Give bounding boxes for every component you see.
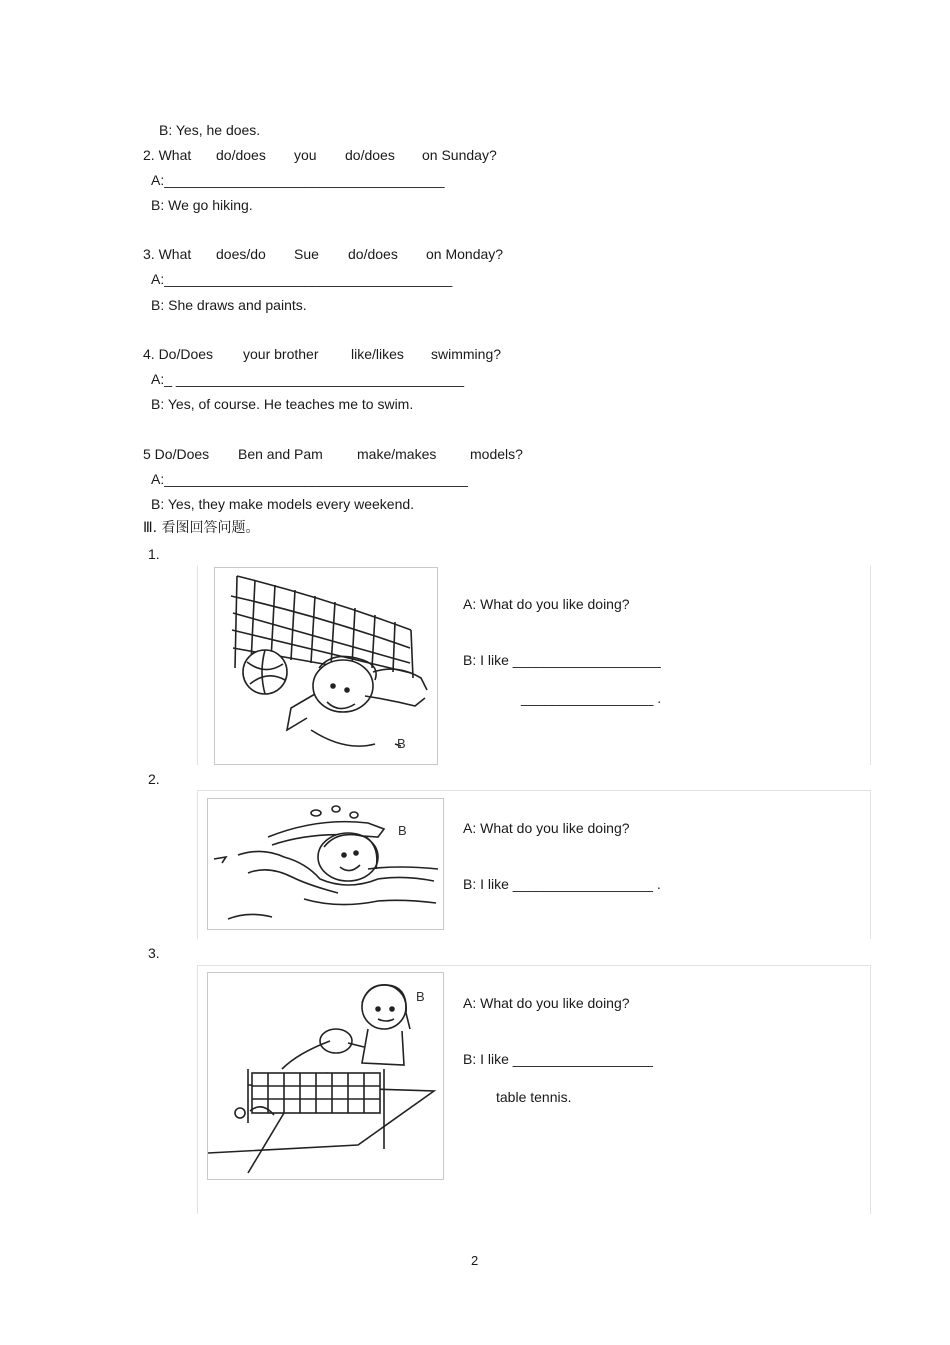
q4-answer-a[interactable]: A:_ _____________________________________ xyxy=(151,371,464,387)
item-2-answer[interactable]: B: I like __________________ . xyxy=(463,876,661,892)
page-number: 2 xyxy=(471,1253,479,1268)
item-3-number: 3. xyxy=(148,945,160,961)
q3-answer-a[interactable]: A:_____________________________________ xyxy=(151,271,453,287)
q2-word: do/does xyxy=(345,147,395,163)
q1-answer-b: B: Yes, he does. xyxy=(159,122,261,138)
q5-answer-a[interactable]: A:_______________________________________ xyxy=(151,471,468,487)
q5-word: make/makes xyxy=(357,446,437,462)
q4-word: your brother xyxy=(243,346,319,362)
q4-answer-b: B: Yes, of course. He teaches me to swim. xyxy=(151,396,414,412)
item-1-answer-cont[interactable]: _________________ . xyxy=(521,690,662,706)
item-3-question: A: What do you like doing? xyxy=(463,995,630,1011)
item-1-question: A: What do you like doing? xyxy=(463,596,630,612)
swimming-picture xyxy=(207,798,444,930)
q3-word: 3. What xyxy=(143,246,192,262)
item-1-number: 1. xyxy=(148,546,160,562)
item-3-answer[interactable]: B: I like __________________ xyxy=(463,1051,653,1067)
item-3-answer-cont: table tennis. xyxy=(496,1089,572,1105)
q4-word: 4. Do/Does xyxy=(143,346,214,362)
q2-word: on Sunday? xyxy=(422,147,497,163)
q3-word: on Monday? xyxy=(426,246,504,262)
q2-word: you xyxy=(294,147,317,163)
q5-word: Ben and Pam xyxy=(238,446,323,462)
q3-word: does/do xyxy=(216,246,266,262)
picture-letter: B xyxy=(398,823,407,838)
q5-word: models? xyxy=(470,446,523,462)
q3-answer-b: B: She draws and paints. xyxy=(151,297,307,313)
q3-word: Sue xyxy=(294,246,319,262)
q4-word: like/likes xyxy=(351,346,404,362)
volleyball-picture xyxy=(214,567,438,765)
section-3-title: Ⅲ. 看图回答问题。 xyxy=(143,520,260,536)
table-tennis-picture xyxy=(207,972,444,1180)
q4-word: swimming? xyxy=(431,346,502,362)
picture-letter: B xyxy=(416,989,425,1004)
q2-answer-b: B: We go hiking. xyxy=(151,197,253,213)
picture-letter: B xyxy=(397,736,406,751)
q2-word: do/does xyxy=(216,147,266,163)
q3-word: do/does xyxy=(348,246,398,262)
q5-answer-b: B: Yes, they make models every weekend. xyxy=(151,496,415,512)
q2-word: 2. What xyxy=(143,147,192,163)
item-2-number: 2. xyxy=(148,771,160,787)
q5-word: 5 Do/Does xyxy=(143,446,210,462)
item-2-question: A: What do you like doing? xyxy=(463,820,630,836)
q2-answer-a[interactable]: A:____________________________________ xyxy=(151,172,445,188)
item-1-answer[interactable]: B: I like ___________________ xyxy=(463,652,661,668)
